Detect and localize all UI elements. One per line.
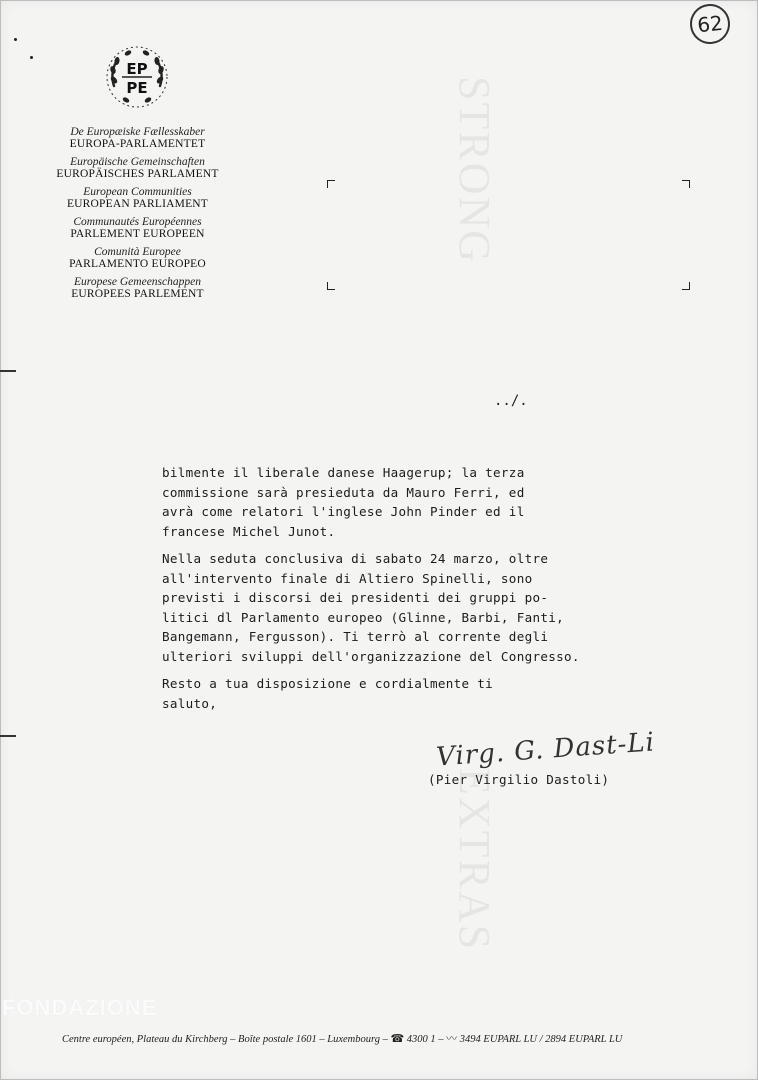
- scan-speck: [30, 56, 33, 59]
- letterhead-de-italic: Europäische Gemeinschaften: [70, 156, 205, 168]
- watermark-top: STRONG: [450, 75, 499, 265]
- text-line: bilmente il liberale danese Haagerup; la terza: [162, 465, 525, 480]
- letterhead-da-italic: De Europæiske Fællesskaber: [70, 126, 205, 138]
- text-line: ulteriori sviluppi dell'organizzazione del Congresso.: [162, 648, 580, 664]
- archive-number-stamp: 62: [688, 2, 732, 46]
- address-window-corner-tr: [682, 180, 690, 188]
- paragraph-1: [162, 463, 682, 541]
- letterhead-en: [40, 186, 235, 210]
- letterhead-fr: [40, 216, 235, 240]
- letterhead-it-italic: Comunità Europee: [94, 246, 181, 258]
- ep-wreath-icon: [104, 44, 170, 110]
- letterhead-nl-caps: EUROPEES PARLEMENT: [71, 288, 204, 300]
- watermark-bottom: EXTRAS: [450, 768, 499, 952]
- text-line: Bangemann, Fergusson). Ti terrò al corrente degli: [162, 629, 549, 644]
- handwritten-signature: Virg. G. Dast-Li: [435, 727, 656, 773]
- letterhead-en-caps: EUROPEAN PARLIAMENT: [66, 198, 209, 210]
- telephone-icon: ☎: [390, 1033, 405, 1045]
- letterhead-da-caps: EUROPA-PARLAMENTET: [69, 138, 206, 150]
- letterhead-de-caps: EUROPÄISCHES PARLAMENT: [56, 168, 219, 180]
- paragraph-2: [162, 549, 682, 666]
- text-line: avrà come relatori l'inglese John Pinder ed il: [162, 504, 525, 519]
- letterhead-it-caps: PARLAMENTO EUROPEO: [69, 258, 206, 270]
- address-window-corner-br: [682, 282, 690, 290]
- page-continuation-mark: ../.: [494, 393, 528, 409]
- letterhead-fr-italic: Communautés Européennes: [73, 216, 202, 228]
- letterhead-de: [40, 156, 235, 180]
- archive-overlay-label: FONDAZIONE: [2, 995, 158, 1020]
- scan-speck: [14, 38, 17, 41]
- text-line: all'intervento finale di Altiero Spinelli, sono: [162, 570, 533, 586]
- text-line: commissione sarà presieduta da Mauro Ferri, ed: [162, 484, 525, 500]
- fold-mark-upper: [0, 370, 16, 372]
- text-line: Resto a tua disposizione e cordialmente ti: [162, 676, 494, 691]
- letterhead-nl: [40, 276, 235, 300]
- text-line: previsti i discorsi dei presidenti dei gruppi po-: [162, 590, 549, 605]
- signatory-name: (Pier Virgilio Dastoli): [428, 772, 610, 787]
- letterhead-nl-italic: Europese Gemeenschappen: [74, 276, 201, 288]
- footer-address: Centre européen, Plateau du Kirchberg – Boîte postale 1601 – Luxembourg –: [62, 1034, 388, 1045]
- footer-phone: 4300 1 –: [406, 1034, 444, 1045]
- letterhead-institution-names: [40, 126, 235, 306]
- text-line: litici dl Parlamento europeo (Glinne, Barbi, Fanti,: [162, 609, 564, 625]
- letterhead-fr-caps: PARLEMENT EUROPEEN: [70, 228, 205, 240]
- ep-logo-emblem: [104, 44, 170, 110]
- footer-telex: 3494 EUPARL LU / 2894 EUPARL LU: [459, 1034, 623, 1045]
- address-window-corner-tl: [327, 180, 335, 188]
- text-line: saluto,: [162, 695, 218, 711]
- letterhead-it: [40, 246, 235, 270]
- letter-body: [162, 463, 682, 721]
- text-line: francese Michel Junot.: [162, 523, 336, 539]
- text-line: Nella seduta conclusiva di sabato 24 marzo, oltre: [162, 551, 549, 566]
- letterhead-da: [40, 126, 235, 150]
- logo-text-pe: PE: [126, 79, 148, 97]
- telex-icon: 〰: [446, 1033, 458, 1045]
- paragraph-3: [162, 674, 682, 713]
- letterhead-en-italic: European Communities: [83, 186, 192, 198]
- logo-text-ep: EP: [126, 60, 148, 78]
- fold-mark-lower: [0, 735, 16, 737]
- letterhead-footer: [62, 1030, 742, 1046]
- address-window-corner-bl: [327, 282, 335, 290]
